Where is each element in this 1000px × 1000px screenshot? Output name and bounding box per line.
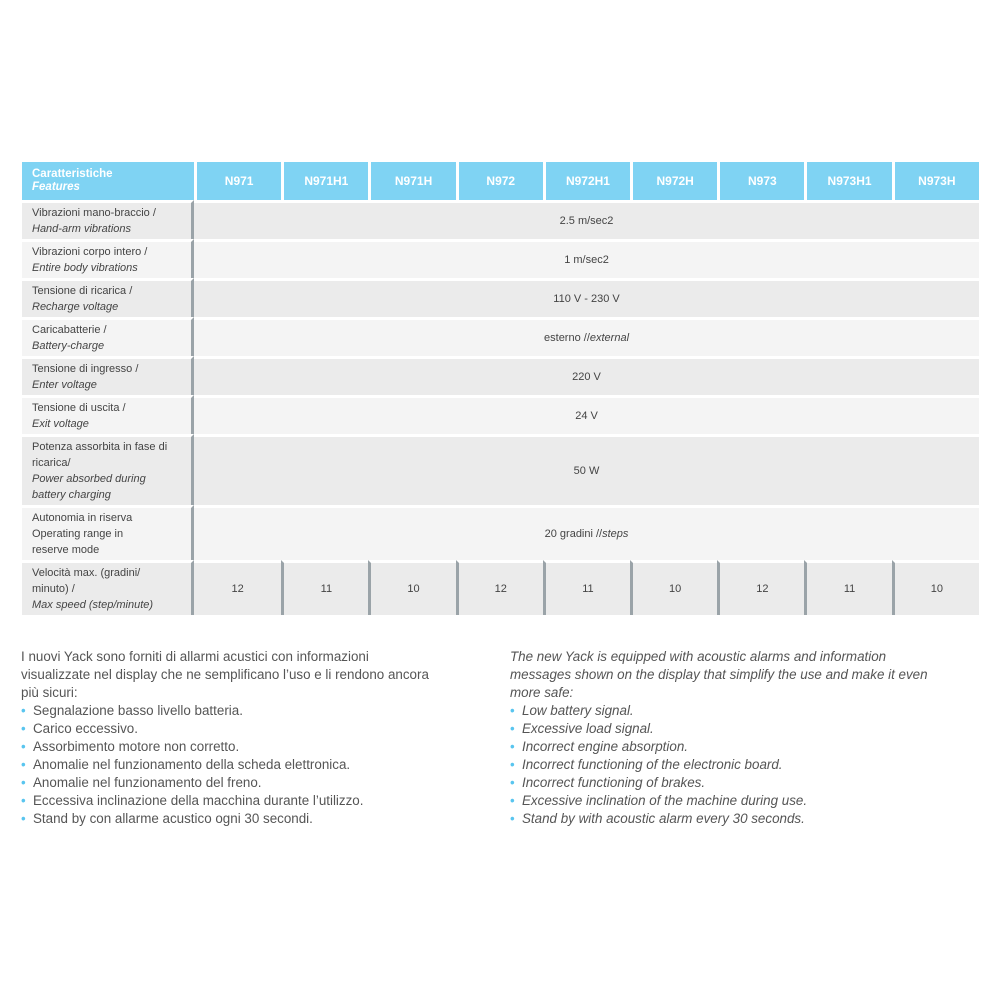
- model-header: N973: [717, 162, 804, 200]
- header-features-it: Caratteristiche: [32, 168, 113, 180]
- model-header: N973H: [892, 162, 979, 200]
- header-features: [22, 162, 194, 200]
- list-item: • Anomalie nel funzionamento del freno.: [21, 774, 431, 792]
- table-row: [22, 200, 979, 239]
- feature-label: [22, 434, 194, 505]
- feature-it: Vibrazioni mano-braccio /: [32, 207, 156, 219]
- italian-list: [21, 702, 431, 828]
- model-header: N971H1: [281, 162, 368, 200]
- speed-value: 10: [892, 560, 979, 615]
- feature-en: battery charging: [32, 489, 111, 501]
- feature-label: [22, 200, 194, 239]
- feature-value: [194, 505, 979, 560]
- feature-label: [22, 239, 194, 278]
- list-item: • Stand by with acoustic alarm every 30 seconds.: [510, 810, 950, 828]
- table-row: [22, 317, 979, 356]
- feature-it: Potenza assorbita in fase di: [32, 441, 168, 453]
- feature-value: 1 m/sec2: [194, 239, 979, 278]
- value-it: 20 gradini //: [544, 528, 603, 540]
- feature-en: Power absorbed during: [32, 473, 146, 485]
- feature-label: [22, 317, 194, 356]
- list-item: • Excessive inclination of the machine during use.: [510, 792, 950, 810]
- feature-it: Tensione di uscita /: [32, 402, 126, 414]
- list-item: • Incorrect functioning of the electronic board.: [510, 756, 950, 774]
- feature-it: Velocità max. (gradini/: [32, 567, 141, 579]
- value-en: steps: [602, 528, 629, 540]
- italian-intro: I nuovi Yack sono forniti di allarmi acustici con informazioni visualizzate nel display che ne semplificano l’uso e li rendono ancora più sicuri:: [21, 649, 429, 700]
- feature-it: ricarica/: [32, 457, 71, 469]
- table-row: [22, 239, 979, 278]
- feature-it: Vibrazioni corpo intero /: [32, 246, 148, 258]
- value-en: external: [589, 332, 630, 344]
- feature-label: [22, 278, 194, 317]
- feature-it: Tensione di ingresso /: [32, 363, 139, 375]
- table-row: [22, 278, 979, 317]
- speed-value: 11: [281, 560, 368, 615]
- feature-label: [22, 505, 194, 560]
- list-item: • Anomalie nel funzionamento della scheda elettronica.: [21, 756, 431, 774]
- feature-it: Tensione di ricarica /: [32, 285, 133, 297]
- list-item: • Incorrect functioning of brakes.: [510, 774, 950, 792]
- list-item: • Eccessiva inclinazione della macchina durante l’utilizzo.: [21, 792, 431, 810]
- speed-value: 12: [717, 560, 804, 615]
- feature-it: minuto) /: [32, 583, 75, 595]
- feature-value: 110 V - 230 V: [194, 278, 979, 317]
- feature-value: 2.5 m/sec2: [194, 200, 979, 239]
- feature-it: reserve mode: [32, 544, 100, 556]
- feature-en: Recharge voltage: [32, 301, 119, 313]
- list-item: • Excessive load signal.: [510, 720, 950, 738]
- header-features-en: Features: [32, 181, 80, 193]
- speed-value: 11: [543, 560, 630, 615]
- spec-table: [22, 162, 979, 615]
- feature-label: [22, 356, 194, 395]
- english-description: [510, 648, 950, 828]
- table-row: [22, 434, 979, 505]
- list-item: • Low battery signal.: [510, 702, 950, 720]
- model-header: N972H1: [543, 162, 630, 200]
- table-row: [22, 560, 979, 615]
- list-item: • Carico eccessivo.: [21, 720, 431, 738]
- feature-it: Caricabatterie /: [32, 324, 107, 336]
- model-header: N972: [456, 162, 543, 200]
- table-row: [22, 356, 979, 395]
- english-intro: The new Yack is equipped with acoustic alarms and information messages shown on the display that simplify the use and make it even more safe:: [510, 649, 928, 700]
- speed-value: 12: [456, 560, 543, 615]
- feature-it: Autonomia in riserva: [32, 512, 133, 524]
- model-header: N971: [194, 162, 281, 200]
- feature-it: Operating range in: [32, 528, 124, 540]
- feature-en: Hand-arm vibrations: [32, 223, 132, 235]
- model-header: N972H: [630, 162, 717, 200]
- feature-label: [22, 560, 194, 615]
- table-row: [22, 395, 979, 434]
- feature-en: Battery-charge: [32, 340, 105, 352]
- italian-description: [21, 648, 431, 828]
- speed-value: 10: [630, 560, 717, 615]
- feature-en: Enter voltage: [32, 379, 97, 391]
- feature-en: Max speed (step/minute): [32, 599, 154, 611]
- list-item: • Stand by con allarme acustico ogni 30 secondi.: [21, 810, 431, 828]
- feature-value: 220 V: [194, 356, 979, 395]
- feature-value: [194, 317, 979, 356]
- feature-value: 24 V: [194, 395, 979, 434]
- speed-value: 10: [368, 560, 455, 615]
- speed-value: 11: [804, 560, 891, 615]
- feature-en: Exit voltage: [32, 418, 89, 430]
- feature-value: 50 W: [194, 434, 979, 505]
- feature-en: Entire body vibrations: [32, 262, 138, 274]
- table-row: [22, 505, 979, 560]
- table-header-row: [22, 162, 979, 200]
- model-header: N973H1: [804, 162, 891, 200]
- speed-value: 12: [194, 560, 281, 615]
- list-item: • Segnalazione basso livello batteria.: [21, 702, 431, 720]
- english-list: [510, 702, 950, 828]
- list-item: • Assorbimento motore non corretto.: [21, 738, 431, 756]
- model-header: N971H: [368, 162, 455, 200]
- feature-label: [22, 395, 194, 434]
- value-it: esterno //: [544, 332, 590, 344]
- list-item: • Incorrect engine absorption.: [510, 738, 950, 756]
